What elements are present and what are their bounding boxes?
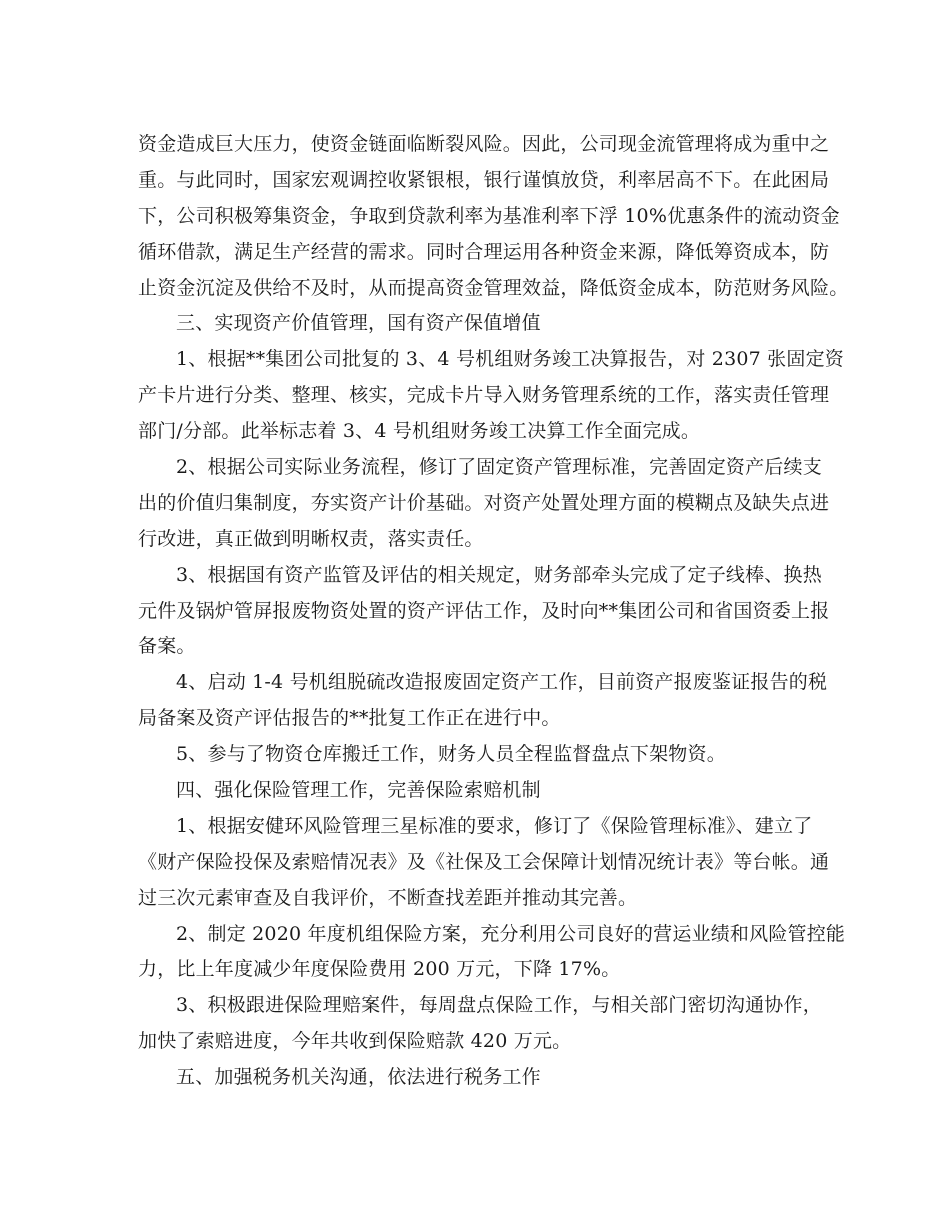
text-line: 元件及锅炉管屏报废物资处置的资产评估工作，及时向**集团公司和省国资委上报 bbox=[138, 599, 830, 622]
text-line: 循环借款，满足生产经营的需求。同时合理运用各种资金来源，降低筹资成本，防 bbox=[138, 240, 830, 263]
text-line: 部门/分部。此举标志着 3、4 号机组财务竣工决算工作全面完成。 bbox=[138, 420, 701, 443]
text-line: 4、启动 1-4 号机组脱硫改造报废固定资产工作，目前资产报废鉴证报告的税 bbox=[176, 671, 828, 694]
text-line: 备案。 bbox=[138, 635, 196, 658]
text-line: 五、加强税务机关沟通，依法进行税务工作 bbox=[176, 1066, 541, 1089]
text-line: 下，公司积极筹集资金，争取到贷款利率为基准利率下浮 10%优惠条件的流动资金 bbox=[138, 204, 840, 227]
text-line: 产卡片进行分类、整理、核实，完成卡片导入财务管理系统的工作，落实责任管理 bbox=[138, 384, 830, 407]
text-line: 资金造成巨大压力，使资金链面临断裂风险。因此，公司现金流管理将成为重中之 bbox=[138, 133, 830, 155]
text-line: 《财产保险投保及索赔情况表》及《社保及工会保障计划情况统计表》等台帐。通 bbox=[138, 850, 830, 873]
text-line: 5、参与了物资仓库搬迁工作，财务人员全程监督盘点下架物资。 bbox=[176, 743, 726, 766]
text-line: 3、根据国有资产监管及评估的相关规定，财务部牵头完成了定子线棒、换热 bbox=[176, 563, 822, 586]
text-line: 加快了索赔进度，今年共收到保险赔款 420 万元。 bbox=[138, 1030, 572, 1053]
text-line: 局备案及资产评估报告的**批复工作正在进行中。 bbox=[138, 707, 561, 730]
text-line: 3、积极跟进保险理赔案件，每周盘点保险工作，与相关部门密切沟通协作， bbox=[176, 994, 822, 1017]
text-line: 2、制定 2020 年度机组保险方案，充分利用公司良好的营运业绩和风险管控能 bbox=[176, 922, 846, 945]
text-line: 止资金沉淀及供给不及时，从而提高资金管理效益，降低资金成本，防范财务风险。 bbox=[138, 276, 849, 299]
text-line: 三、实现资产价值管理，国有资产保值增值 bbox=[176, 312, 541, 335]
text-line: 重。与此同时，国家宏观调控收紧银根，银行谨慎放贷，利率居高不下。在此困局 bbox=[138, 168, 830, 191]
text-line: 四、强化保险管理工作，完善保险索赔机制 bbox=[176, 779, 541, 802]
text-line: 1、根据安健环风险管理三星标准的要求，修订了《保险管理标准》、建立了 bbox=[176, 814, 813, 837]
text-line: 出的价值归集制度，夯实资产计价基础。对资产处置处理方面的模糊点及缺失点进 bbox=[138, 491, 830, 514]
text-line: 力，比上年度减少年度保险费用 200 万元，下降 17%。 bbox=[138, 958, 621, 981]
text-line: 行改进，真正做到明晰权责，落实责任。 bbox=[138, 527, 484, 550]
text-line: 2、根据公司实际业务流程，修订了固定资产管理标准，完善固定资产后续支 bbox=[176, 456, 822, 479]
text-line: 1、根据**集团公司批复的 3、4 号机组财务竣工决算报告，对 2307 张固定资 bbox=[176, 348, 844, 371]
text-line: 过三次元素审查及自我评价，不断查找差距并推动其完善。 bbox=[138, 886, 638, 909]
document-body bbox=[138, 127, 849, 1096]
